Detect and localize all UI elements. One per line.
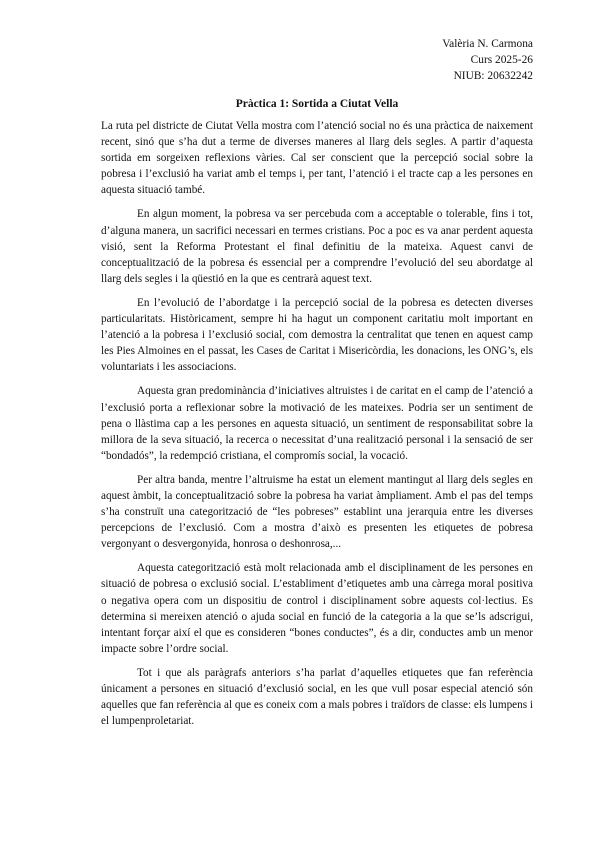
paragraph-5: Per altra banda, mentre l’altruisme ha estat un element mantingut al llarg dels segles en aquest àmbit, la conceptualització sobre la pobresa ha variat àmpliament. Amb el pas del temps s’ha construït una categorització de “les pobreses” establint una jerarquia entre les diverses percepcions de l’exclusió. Com a mostra d’això es presenten les etiquetes de pobresa vergonyant o desvergonyida, honrosa o deshonrosa,... <box>101 473 533 551</box>
author-name: Valèria N. Carmona <box>442 38 533 50</box>
course-year: Curs 2025-26 <box>470 54 533 66</box>
paragraph-3: En l’evolució de l’abordatge i la percepció social de la pobresa es detecten diverses particularitats. Històricament, sempre hi ha hagut un component caritatiu molt important en l’atenció a la pobresa i l’exclusió social, com demostra la centralitat que tenen en aquest camp les Pies Almoines en el passat, les Cases de Caritat i Misericòrdia, les donacions, les ONG’s, els voluntariats i les associacions. <box>101 296 533 374</box>
paragraph-4: Aquesta gran predominància d’iniciatives altruistes i de caritat en el camp de l’atenció a l’exclusió porta a reflexionar sobre la motivació de les mateixes. Podria ser un sentiment de pena o llàstima cap a les persones en aquesta situació, un sentiment de responsabilitat sobre la millora de la seva situació, la recerca o necessitat d’una realització personal i la sensació de ser “bondadós”, la redempció cristiana, el compromís social, la vocació. <box>101 385 533 462</box>
paragraph-7: Tot i que als paràgrafs anteriors s’ha parlat d’aquelles etiquetes que fan referència únicament a persones en situació d’exclusió social, en les que vull posar especial atenció són aquelles que fan referència al que es coneix com a mals pobres i traïdors de classe: els lumpens i el lumpenproletariat. <box>101 666 533 728</box>
paragraph-6: Aquesta categorització està molt relacionada amb el disciplinament de les persones en situació de pobresa o exclusió social. L’establiment d’etiquetes amb una càrrega moral positiva o negativa opera com un dispositiu de control i disciplinament sobre aquests col·lectius. Es determina si mereixen atenció o ajuda social en funció de la categoria a la que se’ls adscrigui, intentant forçar així el que es consideren “bones conductes”, és a dir, conductes amb un menor impacte sobre l’ordre social. <box>101 562 533 655</box>
paragraph-2: En algun moment, la pobresa va ser percebuda com a acceptable o tolerable, fins i tot, d’alguna manera, un sacrifici necessari en termes cristians. Poc a poc es va anar perdent aquesta visió, sent la Reforma Protestant el final definitiu de la mateixa. Aquest canvi de conceptualització de la pobresa és essencial per a comprendre l’evolució del seu abordatge al llarg dels segles i la qüestió en la que es centrarà aquest text. <box>101 208 533 285</box>
student-id: NIUB: 20632242 <box>453 70 533 82</box>
author-header <box>101 36 533 84</box>
document-title: Pràctica 1: Sortida a Ciutat Vella <box>235 98 399 110</box>
paragraph-1: La ruta pel districte de Ciutat Vella mostra com l’atenció social no és una pràctica de naixement recent, sinó que s’ha dut a terme de diverses maneres al llarg dels segles. A partir d’aquesta sortida em sorgeixen reflexions vàries. Cal ser conscient que la percepció social sobre la pobresa i l’exclusió ha variat amb el temps i, per tant, l’atenció i el tracte cap a les persones en aquesta situació també. <box>101 120 533 197</box>
